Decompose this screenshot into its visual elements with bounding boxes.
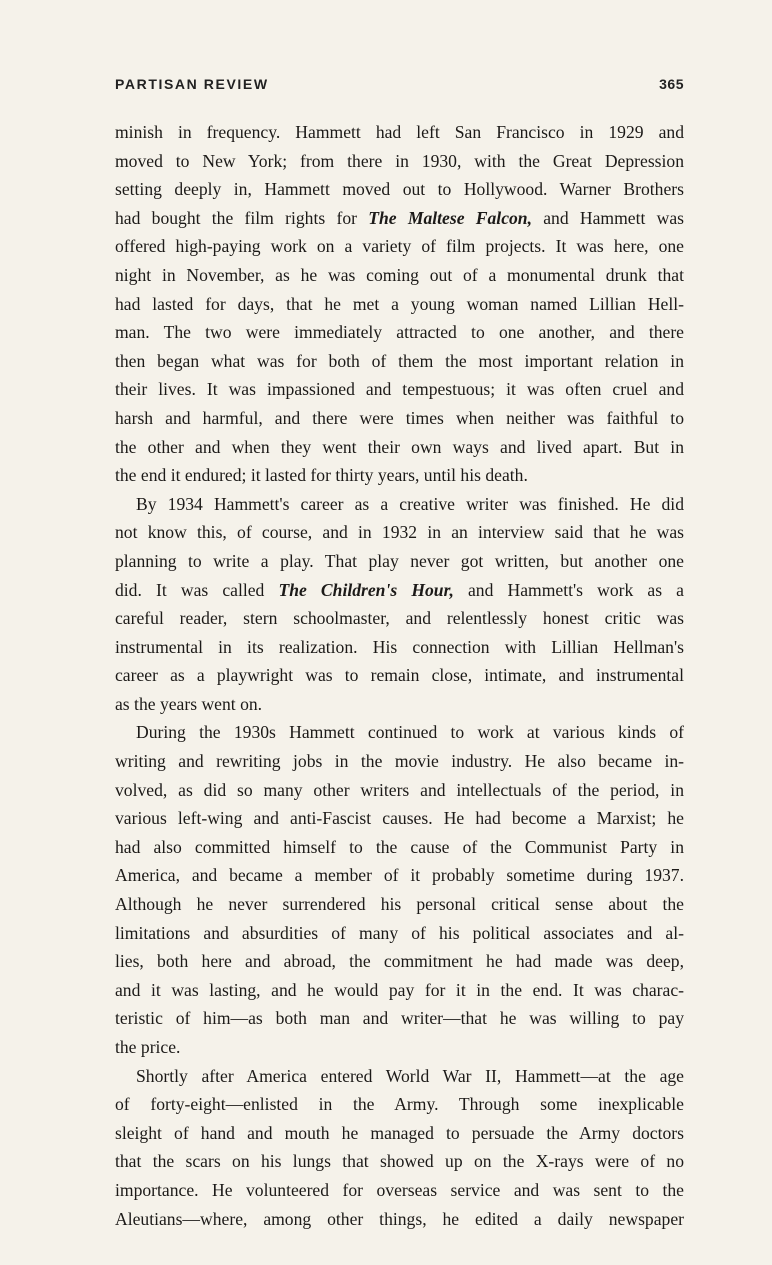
- text-line: [115, 318, 684, 347]
- text-line: [115, 1147, 684, 1176]
- line-text: that the scars on his lungs that showed up on the X-rays were of no: [115, 1151, 684, 1172]
- text-line: [115, 1205, 684, 1234]
- line-text: and Hammett was: [531, 207, 684, 228]
- line-text: setting deeply in, Hammett moved out to Hollywood. Warner Brothers: [115, 179, 684, 200]
- line-text: had bought the film rights for: [115, 207, 369, 228]
- line-text: offered high-paying work on a variety of film projects. It was here, one: [115, 236, 684, 257]
- text-line: [115, 1004, 684, 1033]
- line-text: America, and became a member of it probably sometime during 1937.: [115, 865, 684, 886]
- text-line: [115, 433, 684, 462]
- italic-title: The Children's Hour,: [278, 579, 454, 600]
- text-line: [115, 690, 684, 719]
- line-text: teristic of him—as both man and writer—that he was willing to pay: [115, 1008, 684, 1029]
- text-line: [115, 976, 684, 1005]
- text-line: [115, 1062, 684, 1091]
- body-text: [115, 118, 684, 1233]
- line-text: moved to New York; from there in 1930, with the Great Depression: [115, 150, 684, 171]
- line-text: of forty-eight—enlisted in the Army. Through some inexplicable: [115, 1094, 684, 1115]
- line-text: minish in frequency. Hammett had left San Francisco in 1929 and: [115, 122, 684, 142]
- text-line: [115, 490, 684, 519]
- line-text: their lives. It was impassioned and tempestuous; it was often cruel and: [115, 379, 684, 400]
- line-text: and Hammett's work as a: [453, 579, 684, 600]
- text-line: [115, 175, 684, 204]
- line-text: night in November, as he was coming out of a monumental drunk that: [115, 264, 684, 285]
- text-line: [115, 861, 684, 890]
- line-text: and it was lasting, and he would pay for it in the end. It was charac-: [115, 979, 684, 1000]
- text-line: [115, 633, 684, 662]
- line-text: career as a playwright was to remain close, intimate, and instrumental: [115, 665, 684, 686]
- text-line: [115, 147, 684, 176]
- text-line: [115, 804, 684, 833]
- text-line: [115, 118, 684, 147]
- line-text: man. The two were immediately attracted to one another, and there: [115, 322, 684, 343]
- text-line: [115, 833, 684, 862]
- text-line: [115, 1176, 684, 1205]
- line-text: careful reader, stern schoolmaster, and relentlessly honest critic was: [115, 608, 684, 629]
- journal-title: PARTISAN REVIEW: [115, 76, 269, 92]
- text-line: [115, 604, 684, 633]
- text-line: [115, 576, 684, 605]
- line-text: sleight of hand and mouth he managed to persuade the Army doctors: [115, 1122, 684, 1143]
- text-line: [115, 1090, 684, 1119]
- text-line: [115, 204, 684, 233]
- line-text: had lasted for days, that he met a young woman named Lillian Hell-: [115, 293, 684, 314]
- text-line: [115, 919, 684, 948]
- text-line: [115, 261, 684, 290]
- line-text: as the years went on.: [115, 693, 263, 714]
- line-text: Shortly after America entered World War II, Hammett—at the age: [136, 1065, 684, 1086]
- line-text: harsh and harmful, and there were times when neither was faithful to: [115, 407, 684, 428]
- italic-title: The Maltese Falcon,: [368, 207, 532, 228]
- line-text: planning to write a play. That play never got written, but another one: [115, 550, 684, 571]
- text-line: [115, 404, 684, 433]
- line-text: limitations and absurdities of many of his political associates and al-: [115, 922, 684, 943]
- text-line: [115, 375, 684, 404]
- line-text: various left-wing and anti-Fascist causes. He had become a Marxist; he: [115, 808, 684, 829]
- text-line: [115, 232, 684, 261]
- line-text: lies, both here and abroad, the commitment he had made was deep,: [115, 951, 684, 972]
- text-line: [115, 1119, 684, 1148]
- line-text: By 1934 Hammett's career as a creative writer was finished. He did: [136, 493, 684, 514]
- line-text: volved, as did so many other writers and intellectuals of the period, in: [115, 779, 684, 800]
- line-text: writing and rewriting jobs in the movie industry. He also became in-: [115, 751, 684, 772]
- line-text: the price.: [115, 1037, 181, 1057]
- text-line: [115, 718, 684, 747]
- line-text: Although he never surrendered his personal critical sense about the: [115, 894, 684, 915]
- text-line: [115, 747, 684, 776]
- line-text: During the 1930s Hammett continued to work at various kinds of: [136, 722, 684, 743]
- text-line: [115, 947, 684, 976]
- text-line: [115, 1033, 684, 1062]
- line-text: not know this, of course, and in 1932 in an interview said that he was: [115, 522, 684, 543]
- line-text: Aleutians—where, among other things, he edited a daily newspaper: [115, 1208, 684, 1229]
- line-text: had also committed himself to the cause of the Communist Party in: [115, 836, 684, 857]
- text-line: [115, 518, 684, 547]
- line-text: then began what was for both of them the most important relation in: [115, 350, 684, 371]
- line-text: did. It was called: [115, 579, 279, 600]
- text-line: [115, 661, 684, 690]
- page-number: 365: [659, 76, 684, 92]
- text-line: [115, 290, 684, 319]
- text-line: [115, 890, 684, 919]
- line-text: the end it endured; it lasted for thirty years, until his death.: [115, 465, 528, 486]
- line-text: the other and when they went their own ways and lived apart. But in: [115, 436, 684, 457]
- text-line: [115, 347, 684, 376]
- line-text: instrumental in its realization. His connection with Lillian Hellman's: [115, 636, 684, 657]
- running-header: [115, 76, 684, 92]
- text-line: [115, 547, 684, 576]
- line-text: importance. He volunteered for overseas service and was sent to the: [115, 1179, 684, 1200]
- text-line: [115, 776, 684, 805]
- text-line: [115, 461, 684, 490]
